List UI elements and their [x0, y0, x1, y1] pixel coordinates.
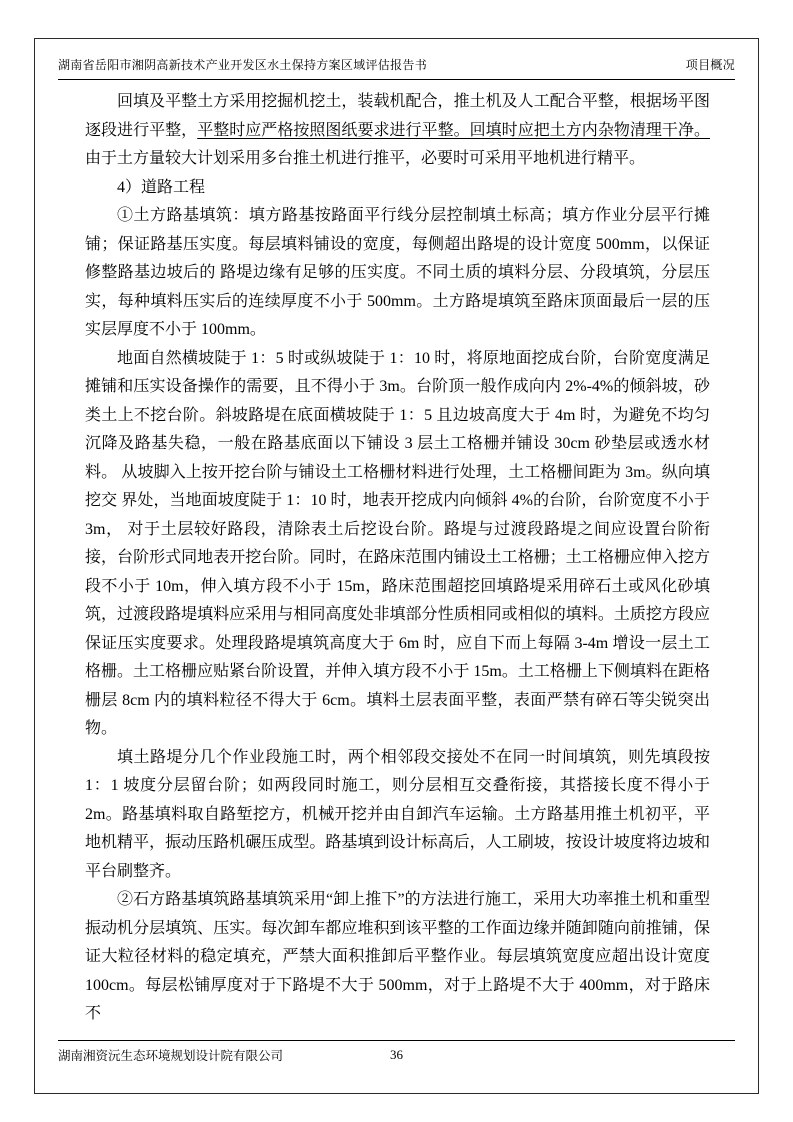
page-number: 36 — [390, 1047, 403, 1062]
text-run: ①土方路基填筑：填方路基按路面平行线分层控制填土标高；填方作业分层平行摊铺；保证路基压实度。每层填料铺设的宽度，每侧超出路堤的设计宽度 500mm，以保证修整路基边坡后的 路堤边缘有足够的压实度。不同土质的填料分层、分段填筑，分层压实，每种填料压实后的连续厚度不小于 500mm。土方路堤填筑至路床顶面最后一层的压实层厚度不小于 100mm。 — [85, 207, 710, 338]
paragraph — [85, 744, 710, 887]
document-body — [85, 88, 710, 1029]
paragraph — [85, 202, 710, 345]
paragraph — [85, 345, 710, 744]
text-run: 由于土方量较大计划采用多台推土机进行推平，必要时可采用平地机进行精平。 — [85, 150, 646, 167]
text-run: 回填及平整土方采用挖掘机挖土，装载机配合，推土机及人工配合平整，根据场平图逐段进行平整， — [85, 93, 710, 139]
text-run: 地面自然横坡陡于 1：5 时或纵坡陡于 1：10 时，将原地面挖成台阶，台阶宽度满足摊铺和压实设备操作的需要，且不得小于 3m。台阶顶一般作成向内 2%-4%的倾斜坡，砂类土上不挖台阶。斜坡路堤在底面横坡陡于 1：5 且边坡高度大于 4m 时，为避免不均匀沉降及路基失稳，一般在路基底面以下铺设 3 层土工格栅并铺设 30cm 砂垫层或透水材料。 从坡脚入上按开挖台阶与铺设土工格栅材料进行处理，土工格栅间距为 3m。纵向填挖交 界处，当地面坡度陡于 1：10 时，地表开挖成内向倾斜 4%的台阶，台阶宽度不小于 3m， 对于土层较好路段，清除表土后挖设台阶。路堤与过渡段路堤之间应设置台阶衔接，台阶形式同地表开挖台阶。同时，在路床范围内铺设土工格栅；土工格栅应伸入挖方段不小于 10m，伸入填方段不小于 15m，路床范围超挖回填路堤采用碎石土或风化砂填筑，过渡段路堤填料应采用与相同高度处非填部分性质相同或相似的填料。土质挖方段应保证压实度要求。处理段路堤填筑高度大于 6m 时，应自下而上每隔 3-4m 增设一层土工格栅。土工格栅应贴紧台阶设置，并伸入填方段不小于 15m。土工格栅上下侧填料在距格栅层 8cm 内的填料粒径不得大于 6cm。填料土层表面平整，表面严禁有碎石等尖锐突出物。 — [85, 349, 710, 737]
text-run: ②石方路基填筑路基填筑采用“卸上推下”的方法进行施工，采用大功率推土机和重型振动机分层填筑、压实。每次卸车都应堆积到该平整的工作面边缘并随卸随向前推铺，保证大粒径材料的稳定填充，严禁大面积推卸后平整作业。每层填筑宽度应超出设计宽度 100cm。每层松铺厚度对于下路堤不大于 500mm，对于上路堤不大于 400mm，对于路床不 — [85, 891, 710, 1022]
paragraph — [85, 886, 710, 1029]
footer-company-name: 湖南湘资沅生态环境规划设计院有限公司 — [58, 1049, 284, 1063]
text-run: 4）道路工程 — [117, 178, 206, 196]
paragraph — [85, 88, 710, 174]
underlined-text-run: 平整时应严格按照图纸要求进行平整。回填时应把土方内杂物清理干净。 — [197, 121, 710, 139]
page-header — [58, 56, 735, 80]
header-doc-title: 湖南省岳阳市湘阴高新技术产业开发区水土保持方案区域评估报告书 — [58, 58, 428, 72]
text-run: 填土路堤分几个作业段施工时，两个相邻段交接处不在同一时间填筑，则先填段按 1：1 坡度分层留台阶；如两段同时施工，则分层相互交叠衔接，其搭接长度不得小于 2m。路基填料取自路堑挖方，机械开挖并由自卸汽车运输。土方路基用推土机初平，平地机精平，振动压路机碾压成型。路基填到设计标高后，人工刷坡，按设计坡度将边坡和平台刷整齐。 — [85, 748, 710, 880]
paragraph — [85, 174, 710, 203]
page-footer — [58, 1040, 735, 1064]
header-section-title: 项目概况 — [685, 58, 735, 72]
